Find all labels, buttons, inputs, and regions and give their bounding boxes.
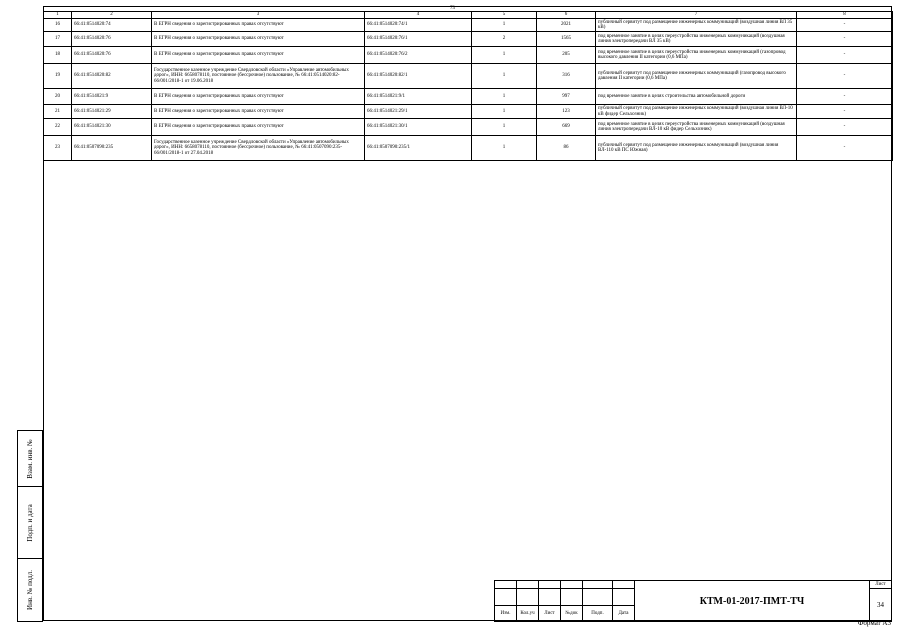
- table-row: [44, 32, 893, 47]
- parcel-part-number: 66:41:0514020:74/1: [365, 19, 472, 32]
- area-value: 316: [537, 64, 596, 89]
- cadastral-number: 66:41:0514020:76: [72, 47, 152, 64]
- purpose-text: публичный сервитут под размещение инженерных коммуникаций (воздушная линия ВЛ 35 кВ): [596, 19, 797, 32]
- table-header-row: [44, 12, 893, 19]
- row-number: 20: [44, 89, 72, 105]
- row-number: 19: [44, 64, 72, 89]
- area-value: 2021: [537, 19, 596, 32]
- parcel-part-number: 66:41:0514020:82/1: [365, 64, 472, 89]
- note-value: -: [797, 89, 893, 105]
- area-value: 123: [537, 105, 596, 119]
- column-header: 5: [472, 12, 537, 19]
- note-value: -: [797, 136, 893, 161]
- rights-info: В ЕГРН сведения о зарегистрированных правах отсутствуют: [152, 119, 365, 136]
- area-value: 86: [537, 136, 596, 161]
- sheet-label: Лист: [870, 581, 892, 589]
- rights-info: В ЕГРН сведения о зарегистрированных правах отсутствуют: [152, 47, 365, 64]
- rights-info: В ЕГРН сведения о зарегистрированных правах отсутствуют: [152, 19, 365, 32]
- cadastral-number: 66:41:0514021:9: [72, 89, 152, 105]
- note-value: -: [797, 32, 893, 47]
- cadastral-number: 66:41:0514020:76: [72, 32, 152, 47]
- part-count: 2: [472, 32, 537, 47]
- purpose-text: под временное занятие в целях строительства автомобильной дороги: [596, 89, 797, 105]
- note-value: -: [797, 64, 893, 89]
- purpose-text: под временное занятие в целях переустройства инженерных коммуникаций (газопровод высокого давления II категории (0,6 МПа): [596, 47, 797, 64]
- note-value: -: [797, 19, 893, 32]
- title-block: [494, 580, 892, 621]
- column-header: 1: [44, 12, 72, 19]
- parcel-part-number: 66:41:0507090:235/1: [365, 136, 472, 161]
- tb-col-label: Изм.: [495, 606, 517, 622]
- note-value: -: [797, 47, 893, 64]
- area-value: 205: [537, 47, 596, 64]
- purpose-text: под временное занятие в целях переустройства инженерных коммуникаций (воздушная линия электропередачи ВЛ 35 кВ): [596, 32, 797, 47]
- parcel-part-number: 66:41:0514021:29/1: [365, 105, 472, 119]
- row-number: 21: [44, 105, 72, 119]
- table-row: [44, 64, 893, 89]
- part-count: 1: [472, 64, 537, 89]
- column-header: 3: [152, 12, 365, 19]
- row-number: 16: [44, 19, 72, 32]
- tb-col-label: №док: [561, 606, 583, 622]
- tb-col-label: Кол.уч: [517, 606, 539, 622]
- part-count: 1: [472, 19, 537, 32]
- table-row: [44, 136, 893, 161]
- cadastral-number: 66:41:0514021:30: [72, 119, 152, 136]
- row-number: 17: [44, 32, 72, 47]
- column-header: 2: [72, 12, 152, 19]
- table-row: [44, 19, 893, 32]
- rights-info: Государственное казенное учреждение Свердловской области «Управление автомобильных дорог», ИНН: 6658078110, постоянное (бессрочное) пользование, № 66:41:0514020:82-66/001/2018-1 от 19.06.2018: [152, 64, 365, 89]
- rights-info: Государственное казенное учреждение Свердловской области «Управление автомобильных дорог», ИНН: 6658078110, постоянное (бессрочное) пользование, № 66:41:0507090:235-66/001/2018-1 от 27.04.2018: [152, 136, 365, 161]
- column-header: 4: [365, 12, 472, 19]
- rights-info: В ЕГРН сведения о зарегистрированных правах отсутствуют: [152, 89, 365, 105]
- rights-info: В ЕГРН сведения о зарегистрированных правах отсутствуют: [152, 105, 365, 119]
- tb-col-label: Дата: [613, 606, 635, 622]
- page-number: 73: [450, 6, 455, 11]
- purpose-text: публичный сервитут под размещение инженерных коммуникаций (воздушная линия ВЛ-10 кВ фидер Сельхозник): [596, 105, 797, 119]
- inv-orig-label: Инв. № подл.: [26, 570, 34, 610]
- area-value: 669: [537, 119, 596, 136]
- parcel-part-number: 66:41:0514020:76/1: [365, 32, 472, 47]
- cadastral-number: 66:41:0514021:29: [72, 105, 152, 119]
- purpose-text: публичный сервитут под размещение инженерных коммуникаций (газопровод высокого давления II категории (0,6 МПа): [596, 64, 797, 89]
- parcel-register-table: [43, 11, 893, 161]
- purpose-text: публичный сервитут под размещение инженерных коммуникаций (воздушная линия ВЛ-110 кВ ПС Южная): [596, 136, 797, 161]
- sheet-number: 34: [870, 589, 892, 622]
- table-row: [44, 89, 893, 105]
- area-value: 1565: [537, 32, 596, 47]
- binding-stamp: [17, 430, 43, 621]
- row-number: 23: [44, 136, 72, 161]
- part-count: 1: [472, 136, 537, 161]
- column-header: 6: [537, 12, 596, 19]
- row-number: 18: [44, 47, 72, 64]
- tb-col-label: Подп.: [583, 606, 613, 622]
- parcel-part-number: 66:41:0514021:30/1: [365, 119, 472, 136]
- cadastral-number: 66:41:0514020:74: [72, 19, 152, 32]
- note-value: -: [797, 119, 893, 136]
- part-count: 1: [472, 89, 537, 105]
- area-value: 997: [537, 89, 596, 105]
- column-header: 7: [596, 12, 797, 19]
- column-header: 8: [797, 12, 893, 19]
- part-count: 1: [472, 119, 537, 136]
- document-code: КТМ-01-2017-ПМТ-ТЧ: [635, 581, 870, 622]
- format-label: Формат А3: [857, 619, 891, 627]
- part-count: 1: [472, 105, 537, 119]
- table-row: [44, 47, 893, 64]
- table-row: [44, 119, 893, 136]
- note-value: -: [797, 105, 893, 119]
- parcel-part-number: 66:41:0514020:76/2: [365, 47, 472, 64]
- row-number: 22: [44, 119, 72, 136]
- purpose-text: под временное занятие в целях переустройства инженерных коммуникаций (воздушная линия электропередачи ВЛ-10 кВ фидер Сельхозник): [596, 119, 797, 136]
- table-row: [44, 105, 893, 119]
- cadastral-number: 66:41:0514020:82: [72, 64, 152, 89]
- sign-date-label: Подп. и дата: [26, 503, 34, 542]
- inv-replace-label: Взам. инв. №: [26, 438, 34, 479]
- rights-info: В ЕГРН сведения о зарегистрированных правах отсутствуют: [152, 32, 365, 47]
- part-count: 1: [472, 47, 537, 64]
- parcel-part-number: 66:41:0514021:9/1: [365, 89, 472, 105]
- cadastral-number: 66:41:0507090:235: [72, 136, 152, 161]
- tb-col-label: Лист: [539, 606, 561, 622]
